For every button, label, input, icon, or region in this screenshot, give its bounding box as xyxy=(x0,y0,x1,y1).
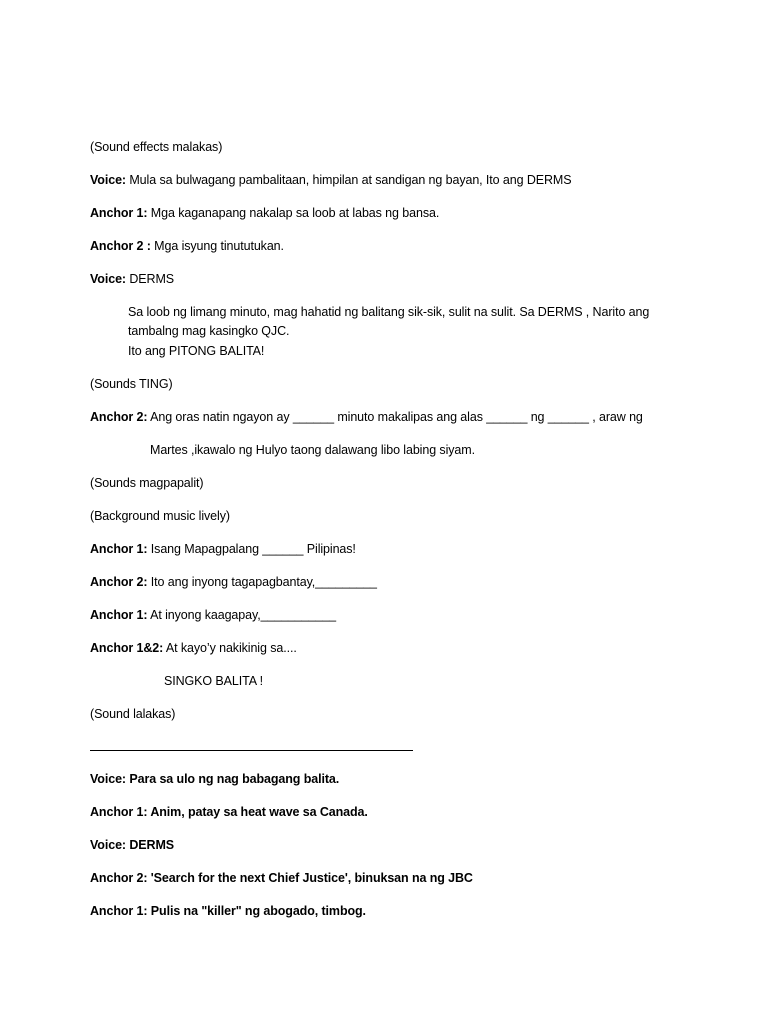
script-line xyxy=(150,442,475,459)
line-text: At kayo’y nakikinig sa.... xyxy=(163,641,297,655)
line-text: (Sounds magpapalit) xyxy=(90,476,204,490)
line-text: Sa loob ng limang minuto, mag hahatid ng balitang sik-sik, sulit na sulit. Sa DERMS , Narito ang xyxy=(128,305,650,319)
script-line xyxy=(90,238,284,255)
line-text: Mga kaganapang nakalap sa loob at labas ng bansa. xyxy=(147,206,440,220)
script-line xyxy=(90,804,368,821)
line-text: Ang oras natin ngayon ay ______ minuto makalipas ang alas ______ ng ______ , araw ng xyxy=(147,410,643,424)
line-text: Mula sa bulwagang pambalitaan, himpilan at sandigan ng bayan, Ito ang DERMS xyxy=(126,173,572,187)
script-line xyxy=(90,607,336,624)
speaker-label: Voice: xyxy=(90,772,126,786)
script-line xyxy=(128,343,264,360)
line-text: DERMS xyxy=(126,838,175,852)
line-text: Anim, patay sa heat wave sa Canada. xyxy=(147,805,368,819)
script-line xyxy=(90,771,339,788)
script-line xyxy=(90,508,230,525)
script-line xyxy=(90,172,571,189)
speaker-label: Anchor 1: xyxy=(90,608,148,622)
script-line xyxy=(164,673,263,690)
script-line xyxy=(90,541,356,558)
speaker-label: Anchor 1: xyxy=(90,206,148,220)
script-line xyxy=(90,376,173,393)
script-line xyxy=(90,205,439,222)
speaker-label: Anchor 1: xyxy=(90,805,148,819)
script-line xyxy=(90,475,203,492)
section-divider xyxy=(90,750,413,751)
line-text: Mga isyung tinututukan. xyxy=(150,239,284,253)
script-line xyxy=(128,323,289,340)
script-line xyxy=(90,870,473,887)
speaker-label: Anchor 1&2: xyxy=(90,641,164,655)
script-line xyxy=(90,706,175,723)
line-text: At inyong kaagapay,___________ xyxy=(147,608,336,622)
speaker-label: Anchor 1: xyxy=(90,542,148,556)
line-text: Pulis na "killer" ng abogado, timbog. xyxy=(147,904,366,918)
line-text: Martes ,ikawalo ng Hulyo taong dalawang libo labing siyam. xyxy=(150,443,475,457)
speaker-label: Anchor 1: xyxy=(90,904,148,918)
line-text: 'Search for the next Chief Justice', binuksan na ng JBC xyxy=(147,871,473,885)
line-text: (Sound lalakas) xyxy=(90,707,176,721)
script-line xyxy=(90,574,377,591)
speaker-label: Voice: xyxy=(90,173,126,187)
script-line xyxy=(90,271,174,288)
line-text: (Background music lively) xyxy=(90,509,230,523)
line-text: Ito ang PITONG BALITA! xyxy=(128,344,265,358)
line-text: DERMS xyxy=(126,272,175,286)
speaker-label: Voice: xyxy=(90,838,126,852)
script-line xyxy=(128,304,649,321)
line-text: Isang Mapagpalang ______ Pilipinas! xyxy=(147,542,356,556)
script-line xyxy=(90,640,297,657)
line-text: tambalng mag kasingko QJC. xyxy=(128,324,290,338)
speaker-label: Anchor 2 : xyxy=(90,239,151,253)
speaker-label: Anchor 2: xyxy=(90,575,148,589)
line-text: (Sounds TING) xyxy=(90,377,173,391)
script-line xyxy=(90,139,222,156)
line-text: Ito ang inyong tagapagbantay,_________ xyxy=(147,575,377,589)
script-line xyxy=(90,409,643,426)
speaker-label: Anchor 2: xyxy=(90,410,148,424)
speaker-label: Anchor 2: xyxy=(90,871,148,885)
speaker-label: Voice: xyxy=(90,272,126,286)
line-text: Para sa ulo ng nag babagang balita. xyxy=(126,772,340,786)
line-text: SINGKO BALITA ! xyxy=(164,674,263,688)
script-line xyxy=(90,903,366,920)
line-text: (Sound effects malakas) xyxy=(90,140,223,154)
script-line xyxy=(90,837,174,854)
